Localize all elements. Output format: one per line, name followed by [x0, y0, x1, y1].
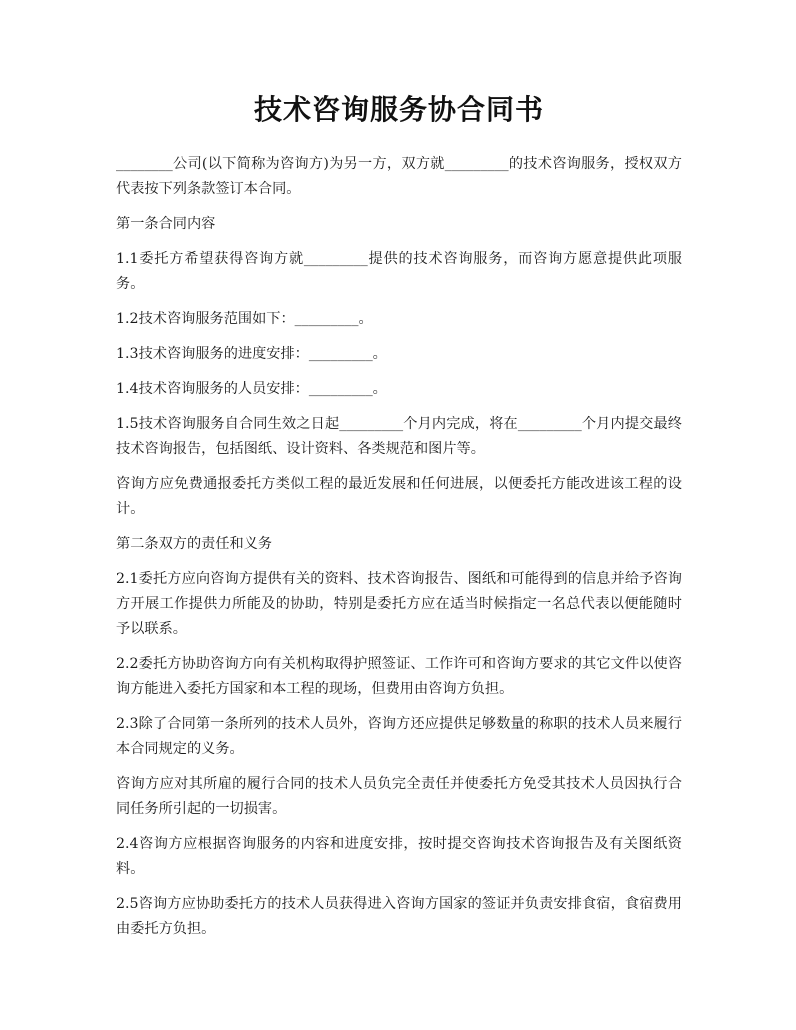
clause-2-3-note: 咨询方应对其所雇的履行合同的技术人员负完全责任并使委托方免受其技术人员因执行合同任务所引起的一切损害。	[116, 776, 682, 817]
section-heading-1: 第一条合同内容	[116, 216, 216, 232]
document-title: 技术咨询服务协合同书	[253, 93, 544, 126]
clause-1-5-note: 咨询方应免费通报委托方类似工程的最近发展和任何进展，以便委托方能改进该工程的设计。	[116, 476, 682, 517]
clause-2-2: 2.2委托方协助咨询方向有关机构取得护照签证、工作许可和咨询方要求的其它文件以使咨询方能进入委托方国家和本工程的现场，但费用由咨询方负担。	[116, 656, 682, 697]
clause-2-1: 2.1委托方应向咨询方提供有关的资料、技术咨询报告、图纸和可能得到的信息并给予咨询方开展工作提供力所能及的协助，特别是委托方应在适当时候指定一名总代表以便能随时予以联系。	[116, 571, 682, 637]
intro-paragraph: ________公司(以下简称为咨询方)为另一方，双方就_________的技术咨询服务，授权双方代表按下列条款签订本合同。	[116, 156, 682, 197]
document-page	[116, 88, 682, 952]
clause-1-5: 1.5技术咨询服务自合同生效之日起_________个月内完成，将在_________个月内提交最终技术咨询报告，包括图纸、设计资料、各类规范和图片等。	[116, 416, 682, 457]
clause-2-4: 2.4咨询方应根据咨询服务的内容和进度安排，按时提交咨询技术咨询报告及有关图纸资料。	[116, 836, 682, 877]
clause-1-2: 1.2技术咨询服务范围如下：_________。	[116, 311, 373, 327]
clause-1-3: 1.3技术咨询服务的进度安排：_________。	[116, 346, 387, 362]
clause-2-3: 2.3除了合同第一条所列的技术人员外，咨询方还应提供足够数量的称职的技术人员来履行本合同规定的义务。	[116, 716, 682, 757]
clause-1-4: 1.4技术咨询服务的人员安排：_________。	[116, 381, 387, 397]
clause-1-1: 1.1委托方希望获得咨询方就_________提供的技术咨询服务，而咨询方愿意提供此项服务。	[116, 251, 682, 292]
clause-2-5: 2.5咨询方应协助委托方的技术人员获得进入咨询方国家的签证并负责安排食宿，食宿费用由委托方负担。	[116, 896, 682, 937]
section-heading-2: 第二条双方的责任和义务	[116, 536, 273, 552]
